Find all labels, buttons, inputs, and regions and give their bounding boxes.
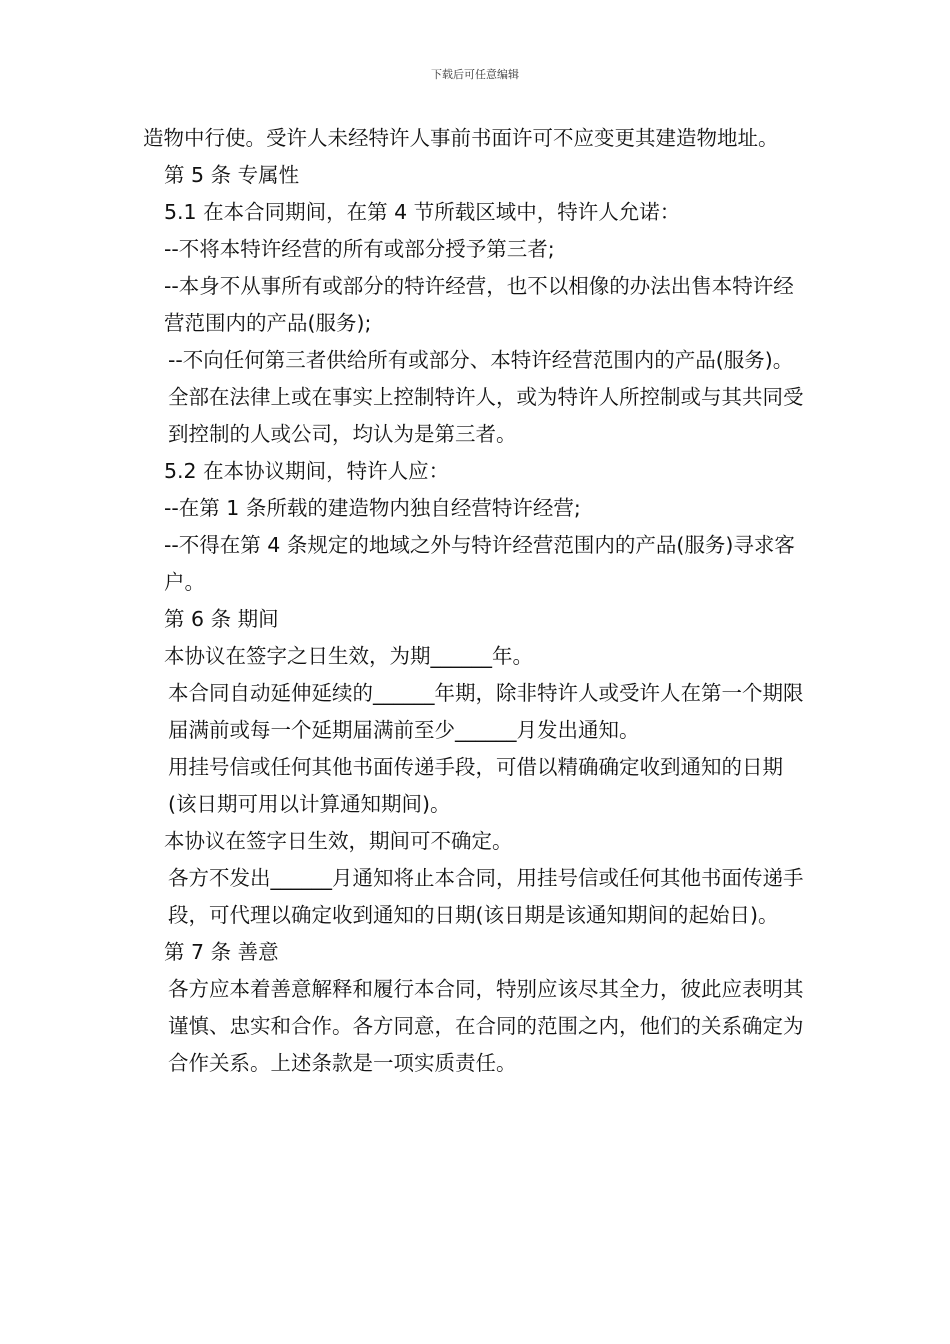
list-item: --不将本特许经营的所有或部分授予第三者; bbox=[164, 237, 555, 261]
paragraph: 全部在法律上或在事实上控制特许人，或为特许人所控制或与其共同受到控制的人或公司，均认为是第三者。 bbox=[168, 385, 804, 446]
list-item: --不向任何第三者供给所有或部分、本特许经营范围内的产品(服务)。 bbox=[168, 348, 794, 372]
section-heading: 第 6 条 期间 bbox=[164, 607, 279, 631]
paragraph: 各方不发出______月通知将止本合同，用挂号信或任何其他书面传递手段，可代理以确定收到通知的日期(该日期是该通知期间的起始日)。 bbox=[168, 866, 804, 927]
section-heading: 第 7 条 善意 bbox=[164, 940, 279, 964]
section-heading: 第 5 条 专属性 bbox=[164, 163, 300, 187]
page-header: 下载后可任意编辑 bbox=[431, 68, 519, 81]
paragraph: 用挂号信或任何其他书面传递手段，可借以精确确定收到通知的日期(该日期可用以计算通知期间)。 bbox=[168, 755, 783, 816]
paragraph: 本协议在签字之日生效，为期______年。 bbox=[164, 644, 533, 668]
paragraph: 造物中行使。受许人未经特许人事前书面许可不应变更其建造物地址。 bbox=[143, 126, 779, 150]
paragraph: 5.1 在本合同期间，在第 4 节所载区域中，特许人允诺： bbox=[164, 200, 681, 224]
paragraph: 本合同自动延伸延续的______年期，除非特许人或受许人在第一个期限届满前或每一个延期届满前至少______月发出通知。 bbox=[168, 681, 804, 742]
paragraph: 5.2 在本协议期间，特许人应： bbox=[164, 459, 450, 483]
list-item: --不得在第 4 条规定的地域之外与特许经营范围内的产品(服务)寻求客户。 bbox=[164, 533, 795, 594]
list-item: --本身不从事所有或部分的特许经营，也不以相像的办法出售本特许经营范围内的产品(服务); bbox=[164, 274, 794, 335]
document-body bbox=[143, 120, 807, 1082]
paragraph: 本协议在签字日生效，期间可不确定。 bbox=[164, 829, 513, 853]
paragraph: 各方应本着善意解释和履行本合同，特别应该尽其全力，彼此应表明其谨慎、忠实和合作。各方同意，在合同的范围之内，他们的关系确定为合作关系。上述条款是一项实质责任。 bbox=[168, 977, 804, 1075]
list-item: --在第 1 条所载的建造物内独自经营特许经营; bbox=[164, 496, 581, 520]
